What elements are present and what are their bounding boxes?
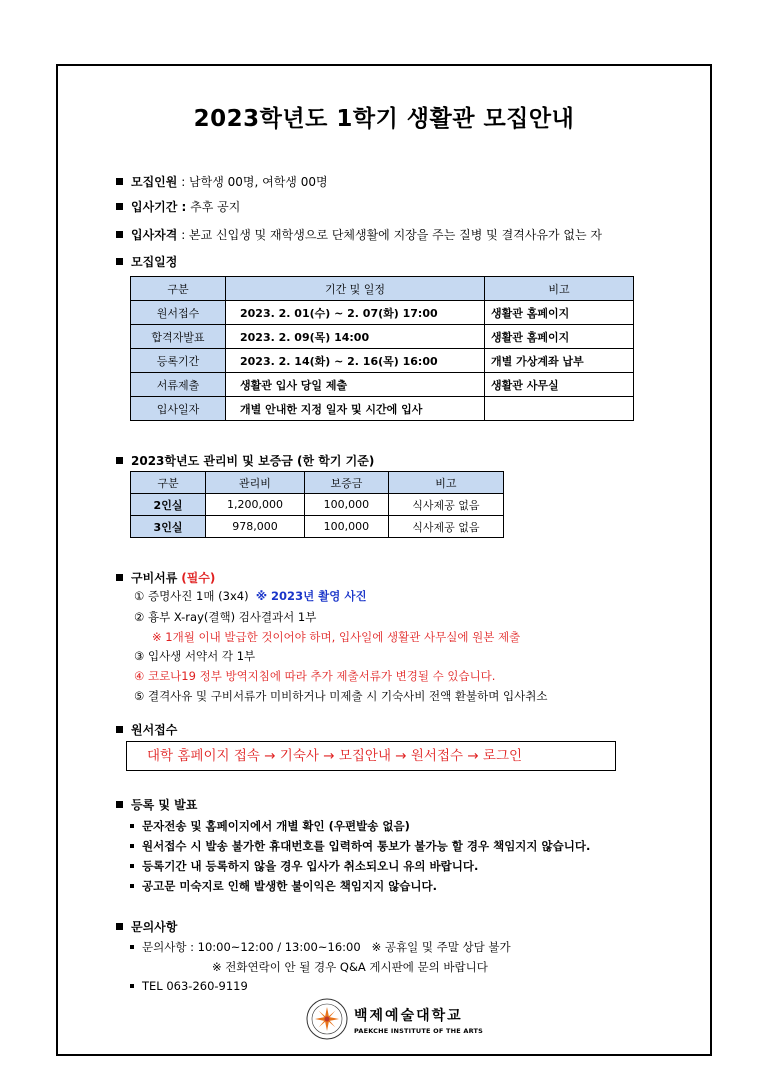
table-row — [131, 373, 634, 397]
table-cell: 개별 가상계좌 납부 — [485, 349, 634, 373]
square-bullet-icon — [116, 574, 123, 581]
table-row — [131, 349, 634, 373]
table-cell: 입사일자 — [131, 397, 226, 421]
apply-path-box: 대학 홈페이지 접속 → 기숙사 → 모집안내 → 원서접수 → 로그인 — [126, 741, 616, 771]
table-row — [131, 494, 504, 516]
document-item-3: ③ 입사생 서약서 각 1부 — [134, 649, 256, 663]
table-cell: 978,000 — [206, 516, 305, 538]
announce-heading: 등록 및 발표 — [116, 796, 197, 813]
header-cell: 기간 및 일정 — [226, 277, 485, 301]
contact-hours: 문의사항 : 10:00~12:00 / 13:00~16:00 ※ 공휴일 및 주말 상담 불가 — [130, 939, 511, 955]
table-cell: 2023. 2. 01(수) ~ 2. 07(화) 17:00 — [226, 301, 485, 325]
document-item-5: ⑤ 결격사유 및 구비서류가 미비하거나 미제출 시 기숙사비 전액 환불하며 입사취소 — [134, 689, 548, 703]
table-cell: 생활관 사무실 — [485, 373, 634, 397]
square-bullet-icon — [116, 231, 123, 238]
document-item-2: ② 흉부 X-ray(결핵) 검사결과서 1부 — [134, 610, 317, 624]
recruit-line: 모집인원 : 남학생 00명, 여학생 00명 — [116, 173, 328, 190]
bullet-icon — [130, 844, 134, 848]
apply-heading: 원서접수 — [116, 721, 177, 738]
table-cell: 생활관 홈페이지 — [485, 325, 634, 349]
bullet-icon — [130, 864, 134, 868]
list-item: 원서접수 시 발송 불가한 휴대번호를 입력하여 통보가 불가능 할 경우 책임지지 않습니다. — [130, 838, 590, 854]
table-cell: 서류제출 — [131, 373, 226, 397]
header-cell: 구분 — [131, 472, 206, 494]
header-cell: 관리비 — [206, 472, 305, 494]
header-cell: 구분 — [131, 277, 226, 301]
table-cell: 등록기간 — [131, 349, 226, 373]
table-cell: 2023. 2. 09(목) 14:00 — [226, 325, 485, 349]
contact-qa-note: ※ 전화연락이 안 될 경우 Q&A 게시판에 문의 바랍니다 — [212, 960, 488, 974]
header-cell: 보증금 — [304, 472, 388, 494]
table-cell: 원서접수 — [131, 301, 226, 325]
bullet-icon — [130, 884, 134, 888]
table-cell: 100,000 — [304, 516, 388, 538]
university-seal-icon — [306, 998, 348, 1040]
contact-heading: 문의사항 — [116, 918, 177, 935]
table-cell: 합격자발표 — [131, 325, 226, 349]
page-title: 2023학년도 1학기 생활관 모집안내 — [193, 106, 575, 132]
table-cell: 생활관 홈페이지 — [485, 301, 634, 325]
table-cell: 식사제공 없음 — [388, 494, 503, 516]
bullet-icon — [130, 824, 134, 828]
logo-name-ko: 백제예술대학교 — [354, 1008, 463, 1024]
contact-tel: TEL 063-260-9119 — [130, 979, 248, 993]
table-cell: 식사제공 없음 — [388, 516, 503, 538]
bullet-icon — [130, 984, 134, 988]
list-item: 문자전송 및 홈페이지에서 개별 확인 (우편발송 없음) — [130, 818, 410, 834]
document-item-1: ① 증명사진 1매 (3x4) ※ 2023년 촬영 사진 — [134, 589, 367, 603]
square-bullet-icon — [116, 258, 123, 265]
square-bullet-icon — [116, 923, 123, 930]
square-bullet-icon — [116, 726, 123, 733]
table-cell: 2인실 — [131, 494, 206, 516]
logo-name-en: PAEKCHE INSTITUTE OF THE ARTS — [354, 1027, 484, 1035]
table-header-row — [131, 277, 634, 301]
table-row — [131, 516, 504, 538]
list-item: 등록기간 내 등록하지 않을 경우 입사가 취소되오니 유의 바랍니다. — [130, 858, 478, 874]
table-cell: 2023. 2. 14(화) ~ 2. 16(목) 16:00 — [226, 349, 485, 373]
square-bullet-icon — [116, 203, 123, 210]
table-row — [131, 325, 634, 349]
header-cell: 비고 — [388, 472, 503, 494]
schedule-table — [130, 276, 634, 421]
schedule-heading: 모집일정 — [116, 253, 177, 270]
table-cell — [485, 397, 634, 421]
table-row — [131, 397, 634, 421]
table-cell: 개별 안내한 지정 일자 및 시간에 입사 — [226, 397, 485, 421]
table-header-row — [131, 472, 504, 494]
document-item-2-note: ※ 1개월 이내 발급한 것이어야 하며, 입사일에 생활관 사무실에 원본 제출 — [152, 630, 521, 644]
square-bullet-icon — [116, 178, 123, 185]
table-cell: 3인실 — [131, 516, 206, 538]
list-item: 공고문 미숙지로 인해 발생한 불이익은 책임지지 않습니다. — [130, 878, 437, 894]
header-cell: 비고 — [485, 277, 634, 301]
table-cell: 100,000 — [304, 494, 388, 516]
table-cell: 생활관 입사 당일 제출 — [226, 373, 485, 397]
fees-heading: 2023학년도 관리비 및 보증금 (한 학기 기준) — [116, 452, 374, 469]
square-bullet-icon — [116, 801, 123, 808]
period-line: 입사기간 : 추후 공지 — [116, 198, 240, 215]
fees-table — [130, 471, 504, 538]
table-cell: 1,200,000 — [206, 494, 305, 516]
qualification-line: 입사자격 : 본교 신입생 및 재학생으로 단체생활에 지장을 주는 질병 및 결격사유가 없는 자 — [116, 226, 602, 243]
documents-heading: 구비서류 (필수) — [116, 569, 215, 586]
square-bullet-icon — [116, 457, 123, 464]
document-item-4: ④ 코로나19 정부 방역지침에 따라 추가 제출서류가 변경될 수 있습니다. — [134, 669, 496, 683]
university-logo-text — [354, 1005, 483, 1035]
bullet-icon — [130, 945, 134, 949]
table-row — [131, 301, 634, 325]
